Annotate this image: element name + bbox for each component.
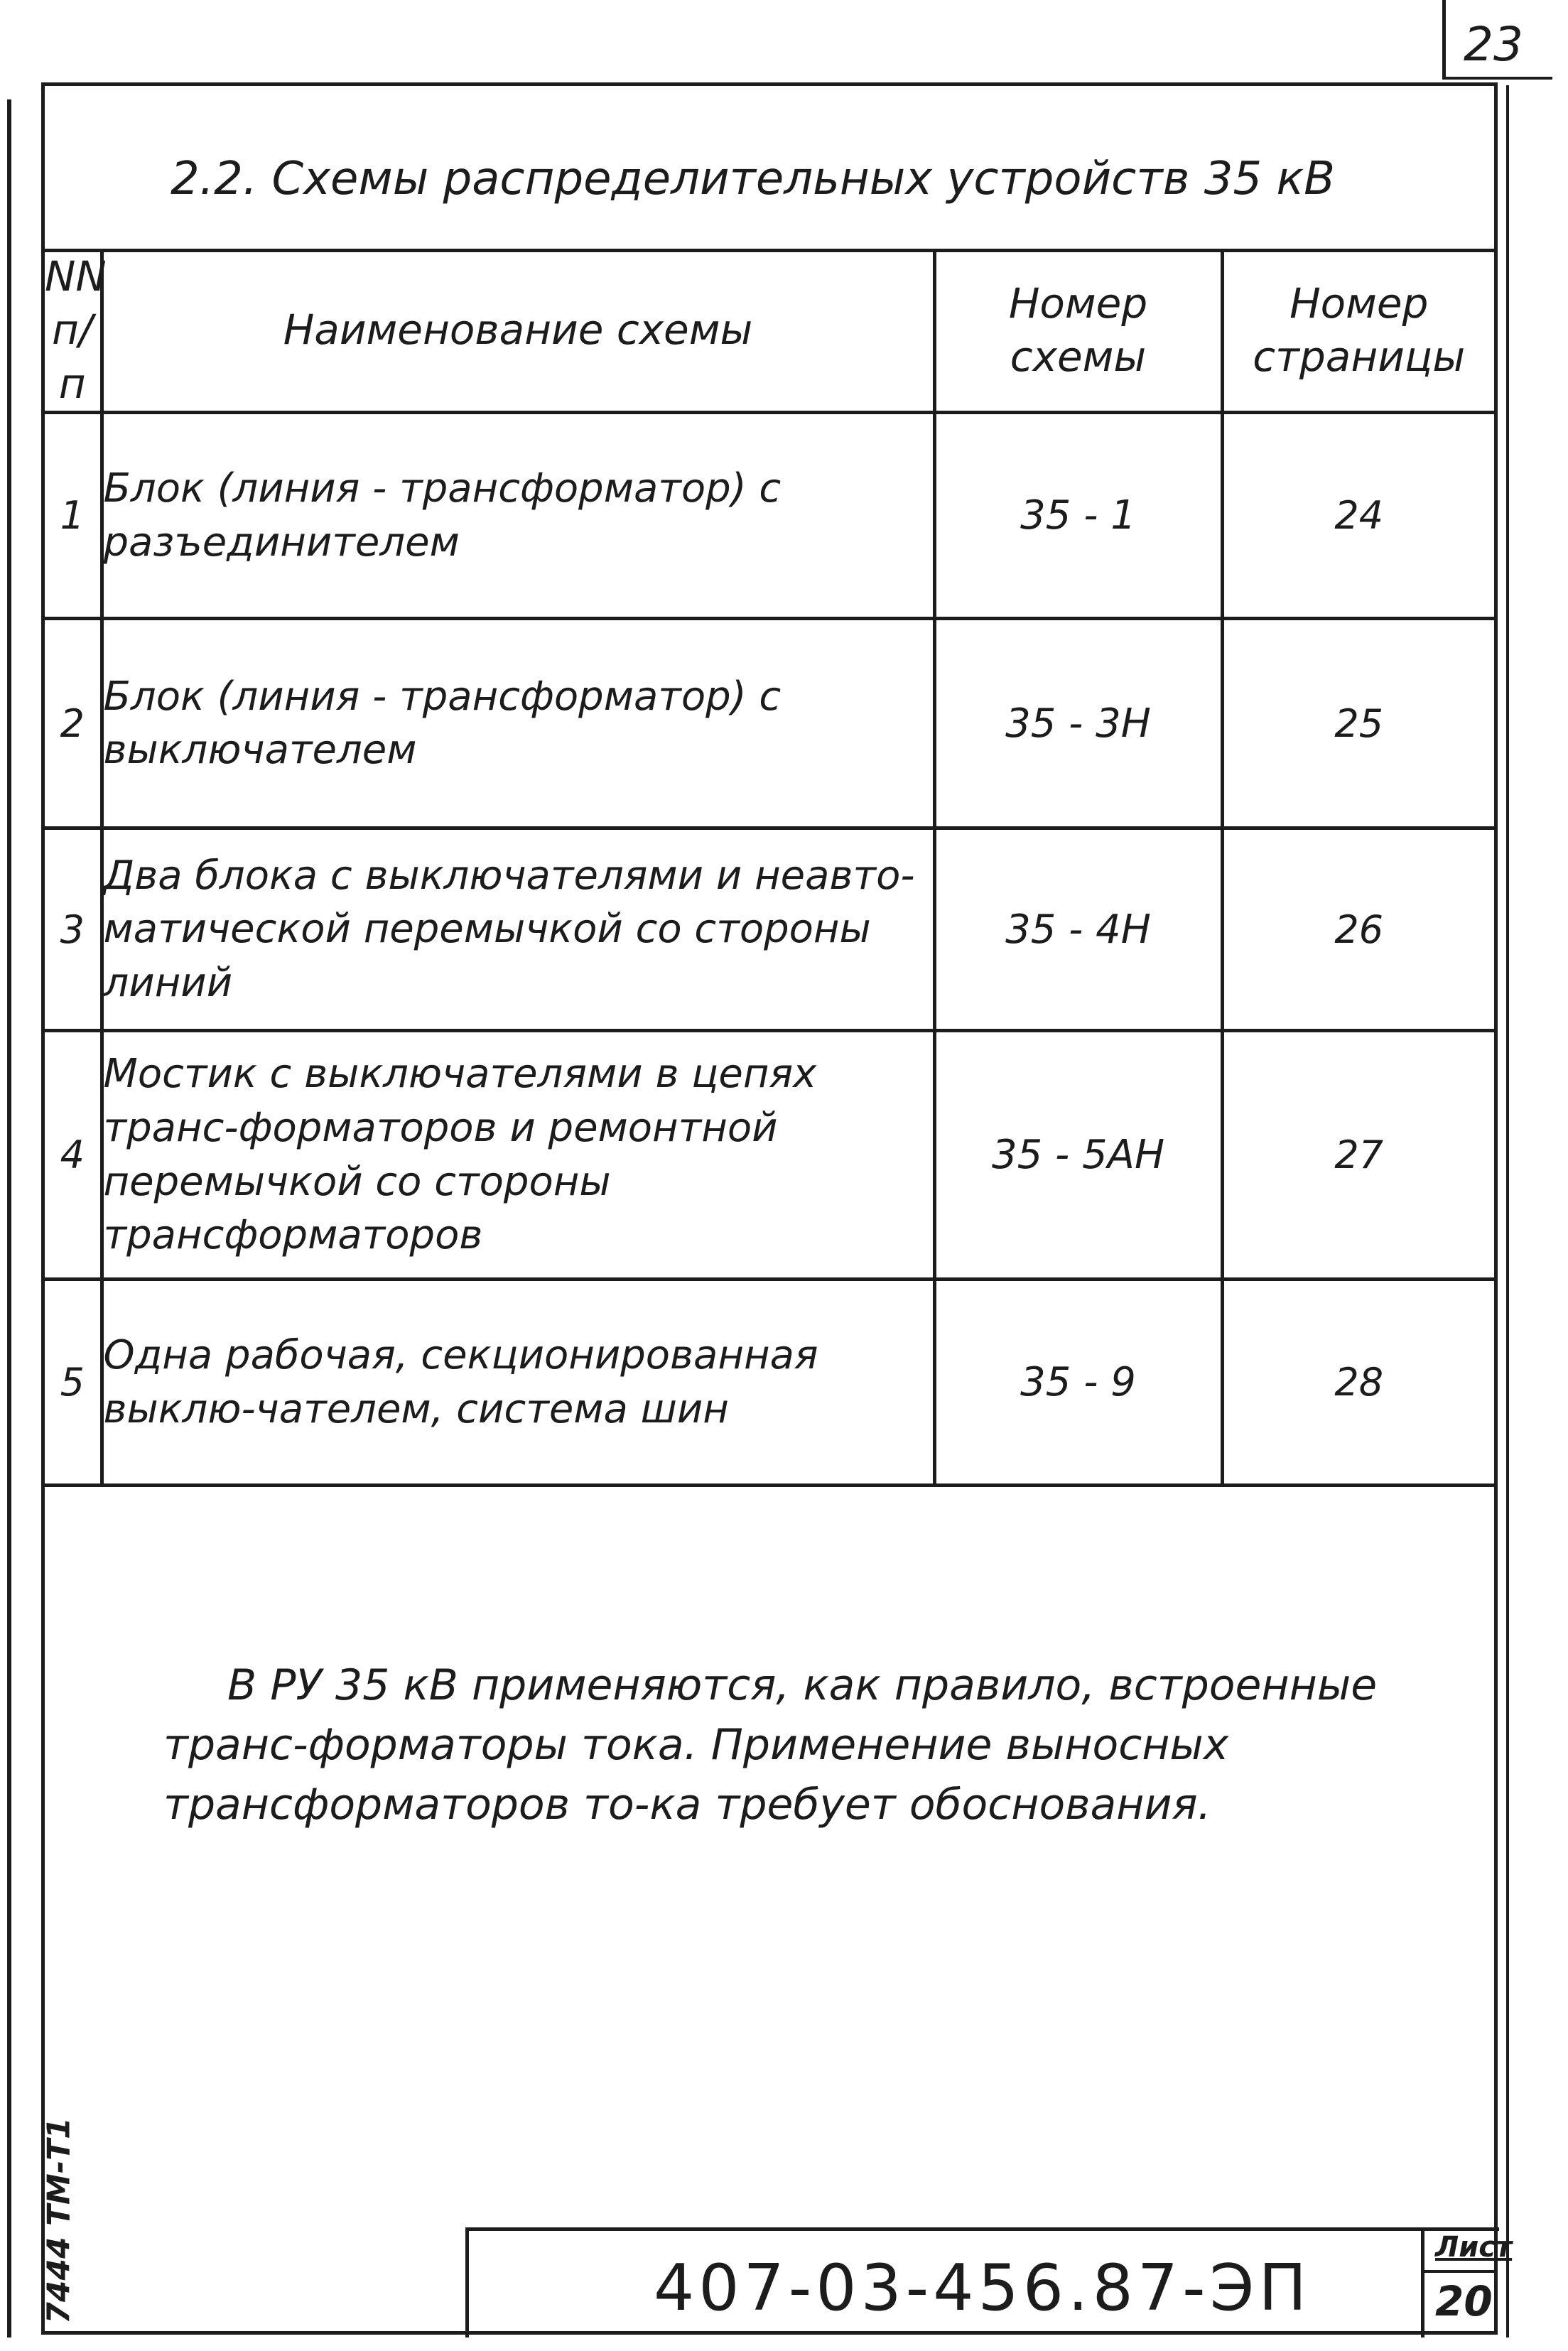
sheet-label: Лист (1435, 2231, 1513, 2264)
sheet-number: 20 (1435, 2277, 1493, 2325)
row-scheme-number: 35 - 9 (934, 1280, 1222, 1486)
table-row (45, 413, 1494, 619)
row-scheme-number: 35 - 5АН (934, 1031, 1222, 1280)
row-page-number: 24 (1222, 413, 1494, 619)
table-header-row (45, 250, 1494, 413)
row-page-number: 26 (1222, 828, 1494, 1031)
row-page-number: 25 (1222, 619, 1494, 828)
schemes-table (45, 250, 1494, 1487)
row-scheme-name: Два блока с выключателями и неавто-матической перемычкой со стороны линий (102, 828, 934, 1031)
header-scheme-name: Наименование схемы (102, 250, 934, 413)
table-row (45, 1031, 1494, 1280)
sheet-divider (1421, 2270, 1498, 2273)
page-title: 2.2. Схемы распределительных устройств 35 кВ (171, 153, 1336, 205)
left-binding-rule (7, 99, 11, 2338)
table-row (45, 1280, 1494, 1486)
page-number: 23 (1464, 17, 1523, 72)
row-scheme-name: Блок (линия - трансформатор) с выключателем (102, 619, 934, 828)
note-paragraph: В РУ 35 кВ применяются, как правило, встроенные транс-форматоры тока. Применение выносных трансформаторов то-ка требует обоснования. (163, 1660, 1378, 1830)
row-page-number: 27 (1222, 1031, 1494, 1280)
document-designation: 407-03-456.87-ЭП (654, 2251, 1312, 2325)
row-number: 2 (45, 619, 102, 828)
row-number: 1 (45, 413, 102, 619)
header-number: NN п/п (45, 250, 102, 413)
right-frame-rule (1506, 85, 1509, 2338)
row-scheme-name: Блок (линия - трансформатор) с разъединителем (102, 413, 934, 619)
row-scheme-name: Мостик с выключателями в цепях транс-форматоров и ремонтной перемычкой со стороны трансформаторов (102, 1031, 934, 1280)
row-scheme-number: 35 - 3Н (934, 619, 1222, 828)
row-number: 4 (45, 1031, 102, 1280)
table-row (45, 619, 1494, 828)
row-scheme-number: 35 - 4Н (934, 828, 1222, 1031)
side-inventory-stamp: 7444 ТМ-Т1 (40, 2117, 77, 2324)
header-page-number: Номер страницы (1222, 250, 1494, 413)
row-scheme-name: Одна рабочая, секционированная выклю-чателем, система шин (102, 1280, 934, 1486)
row-number: 5 (45, 1280, 102, 1486)
table-row (45, 828, 1494, 1031)
row-scheme-number: 35 - 1 (934, 413, 1222, 619)
header-scheme-number: Номер схемы (934, 250, 1222, 413)
row-number: 3 (45, 828, 102, 1031)
row-page-number: 28 (1222, 1280, 1494, 1486)
